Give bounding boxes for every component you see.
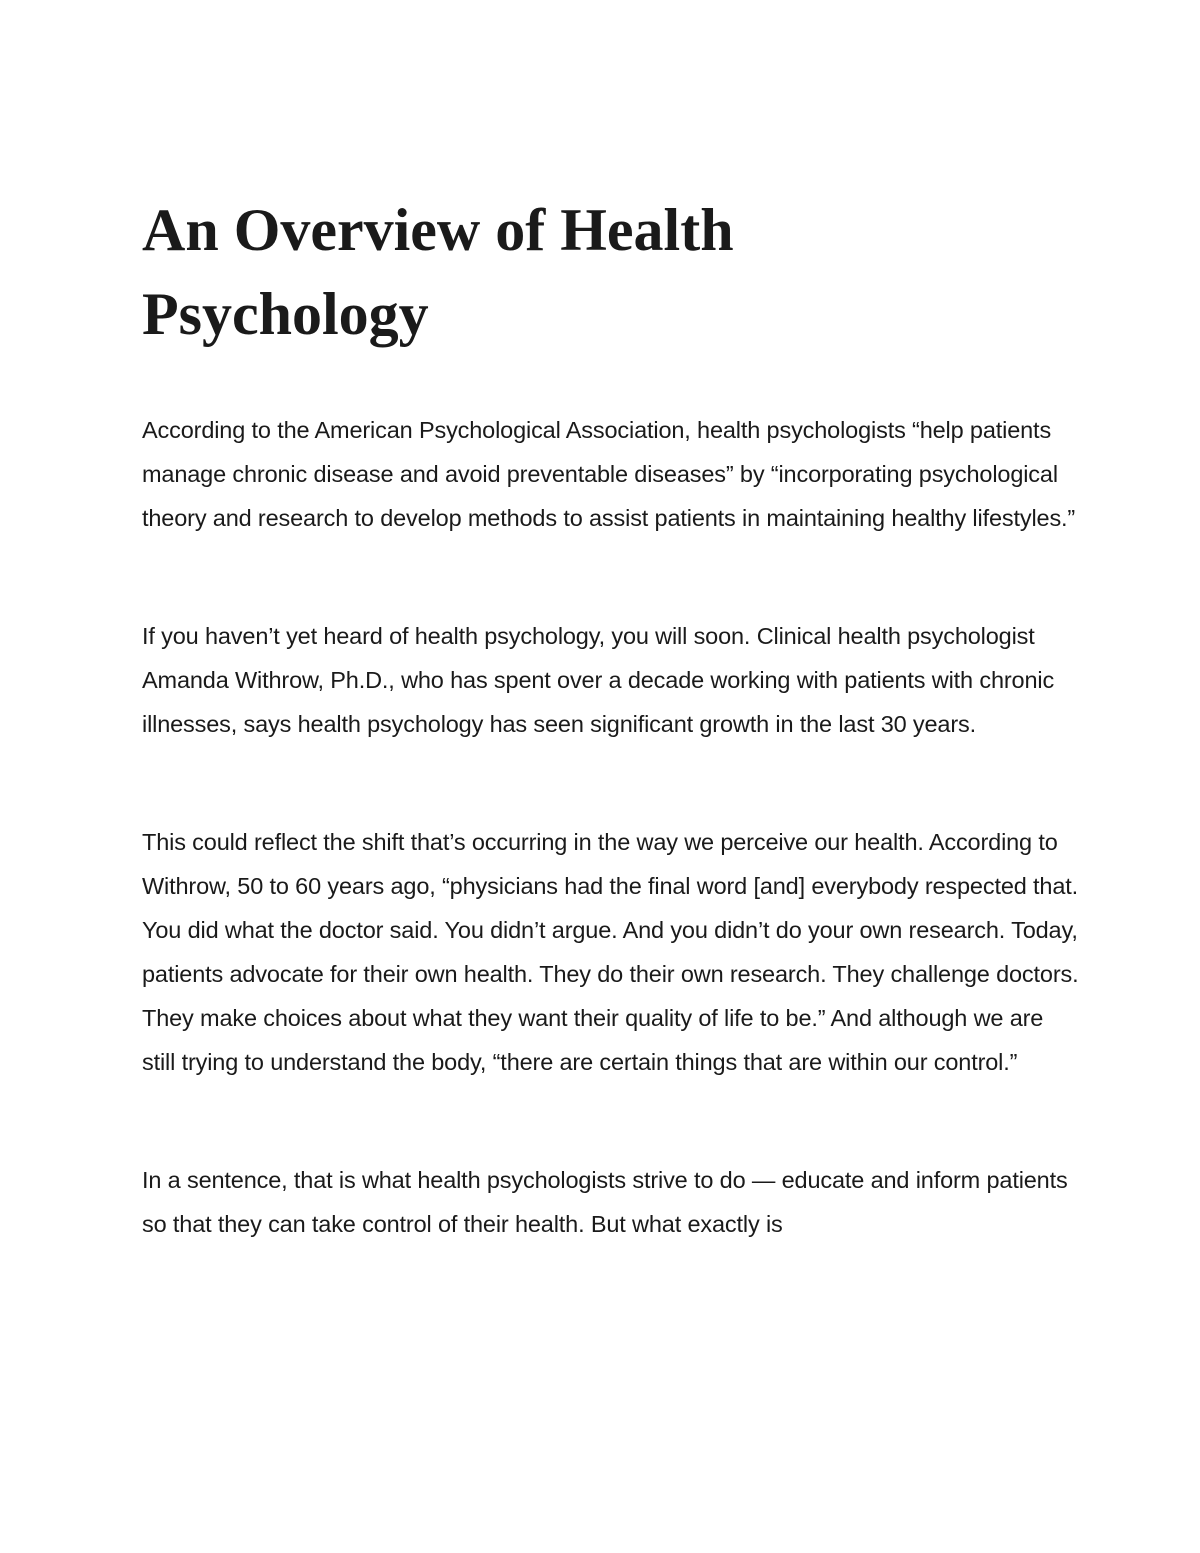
- document-title: An Overview of Health Psychology: [142, 197, 734, 347]
- paragraph-summary: In a sentence, that is what health psychologists strive to do — educate and inform patients so that they can take control of their health. But what exactly is: [142, 1167, 1068, 1237]
- document-body: [142, 188, 1082, 1246]
- paragraph-health-perception-shift: This could reflect the shift that’s occurring in the way we perceive our health. According to Withrow, 50 to 60 years ago, “physicians had the final word [and] everybody respected that. You did what the doctor said. You didn’t argue. And you didn’t do your own research. Today, patients advocate for their own health. They do their own research. They challenge doctors. They make choices about what they want their quality of life to be.” And although we are still trying to understand the body, “there are certain things that are within our control.”: [142, 829, 1079, 1075]
- paragraph-apa-definition: According to the American Psychological Association, health psychologists “help patients manage chronic disease and avoid preventable diseases” by “incorporating psychological theory and research to develop methods to assist patients in maintaining healthy lifestyles.”: [142, 417, 1076, 531]
- paragraph-withrow-intro: If you haven’t yet heard of health psychology, you will soon. Clinical health psychologist Amanda Withrow, Ph.D., who has spent over a decade working with patients with chronic illnesses, says health psychology has seen significant growth in the last 30 years.: [142, 623, 1055, 737]
